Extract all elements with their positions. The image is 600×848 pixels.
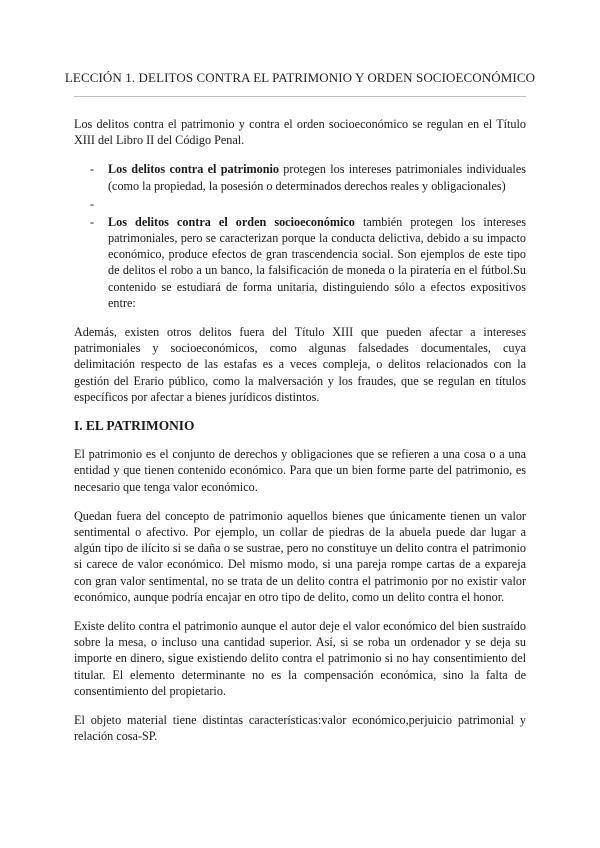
section-heading: I. EL PATRIMONIO [74,418,195,434]
title-divider [74,96,526,97]
bullet-item [74,161,526,193]
bullet-list [74,161,526,311]
section-paragraph: El patrimonio es el conjunto de derechos y obligaciones que se refieren a una cosa o a una entidad y que tienen contenido económico. Para que un bien forme parte del patrimonio, es necesario que tenga valor económico. [74,447,526,494]
section-paragraph: El objeto material tiene distintas características:valor económico,perjuicio patrimonial y relación cosa-SP. [74,713,526,744]
additional-crimes-paragraph: Además, existen otros delitos fuera del Título XIII que pueden afectar a intereses patrimoniales y socioeconómicos, como algunas falsedades documentales, cuya delimitación respecto de las estafas es a veces compleja, o delitos relacionados con la gestión del Erario público, como la malversación y los fraudes, que se regulan en títulos específicos por afectar a bienes jurídicos distintos. [74,325,526,404]
bullet-bold-text: Los delitos contra el orden socioeconómico [108,214,355,229]
intro-paragraph: Los delitos contra el patrimonio y contra el orden socioeconómico se regulan en el Título XIII del Libro II del Código Penal. [74,117,526,148]
bullet-marker: - [90,196,95,211]
bullet-text: también protegen los intereses patrimoniales, pero se caracterizan porque la conducta delictiva, debido a su impacto económico, produce efectos de gran trascendencia social. Son ejemplos de este tipo de delitos el robo a un banco, la falsificación de moneda o la piratería en el fútbol.Su contenido se estudiará de forma unitaria, distinguiendo sólo a efectos expositivos entre: [108,214,526,310]
bullet-bold-text: Los delitos contra el patrimonio [108,162,279,177]
lesson-title: LECCIÓN 1. DELITOS CONTRA EL PATRIMONIO Y ORDEN SOCIOECONÓMICO [64,70,536,85]
bullet-marker: - [90,214,95,229]
bullet-text: protegen los intereses patrimoniales individuales (como la propiedad, la posesión o determinados derechos reales y obligacionales) [108,162,526,193]
bullet-item [74,214,526,311]
bullet-marker: - [90,162,95,177]
section-paragraph: Quedan fuera del concepto de patrimonio aquellos bienes que únicamente tienen un valor sentimental o afectivo. Por ejemplo, un collar de piedras de la abuela puede dar lugar a algún tipo de ilícito si se daña o se sustrae, pero no constituye un delito contra el patrimonio si carece de valor económico. Del mismo modo, si una pareja rompe cartas de a expareja con gran valor sentimental, no se trata de un delito contra el patrimonio por no existir valor económico, aunque podría encajar en otro tipo de delito, como un delito contra el honor. [74,508,526,604]
section-paragraph: Existe delito contra el patrimonio aunque el autor deje el valor económico del bien sustraído sobre la mesa, o incluso una cantidad superior. Así, si se roba un ordenador y se deja su importe en dinero, sigue existiendo delito contra el patrimonio si no hay consentimiento del titular. El elemento determinante no es la compensación económica, sino la falta de consentimiento del propietario. [74,619,526,698]
bullet-item-empty [74,196,526,212]
document-body [74,116,526,758]
